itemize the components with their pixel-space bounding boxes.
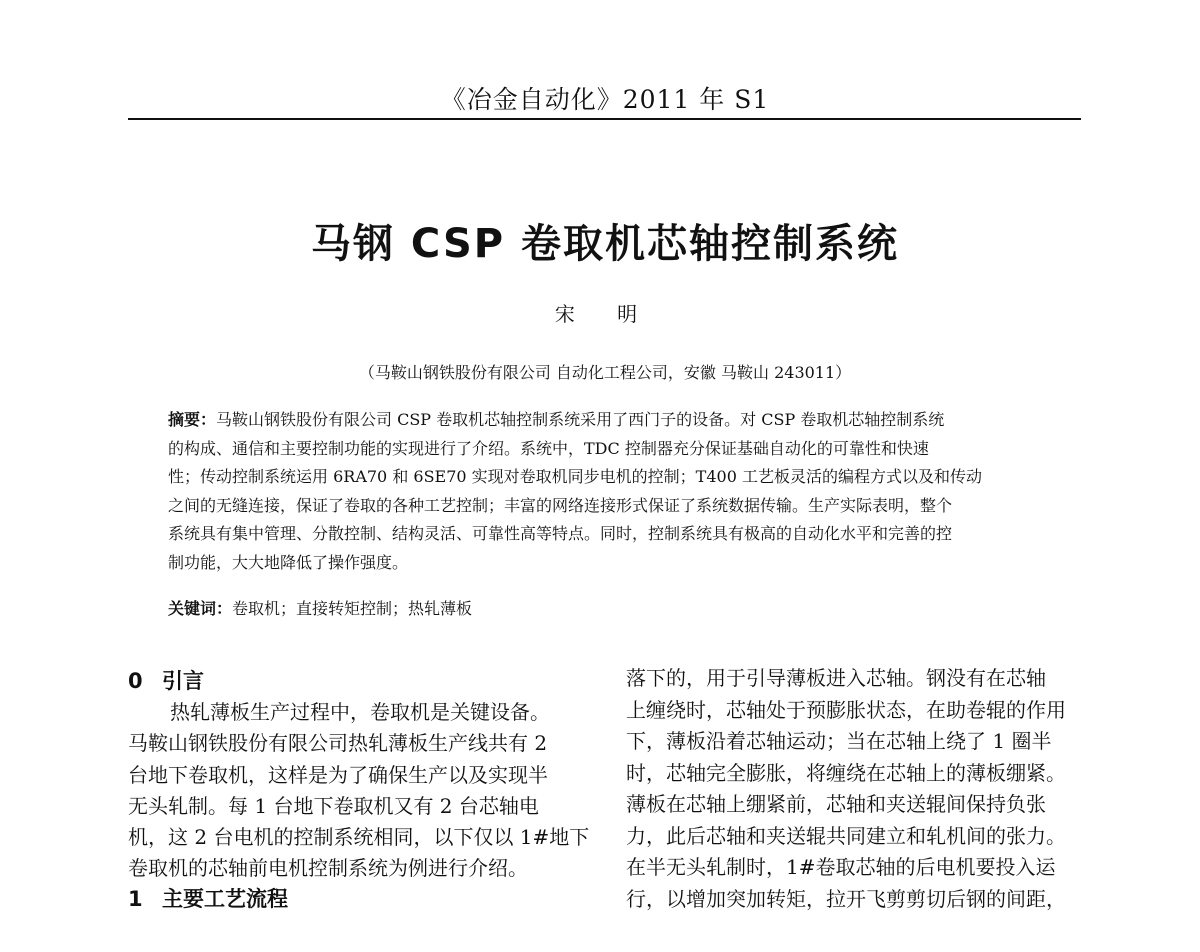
abstract-line-3: 性；传动控制系统运用 6RA70 和 6SE70 实现对卷取机同步电机的控制；T400 工艺板灵活的编程方式以及和传动	[168, 467, 982, 487]
body-line: 薄板在芯轴上绷紧前，芯轴和夹送辊间保持负张	[626, 792, 1046, 816]
abstract-line-6: 制功能，大大地降低了操作强度。	[168, 552, 409, 572]
abstract-line-5: 系统具有集中管理、分散控制、结构灵活、可靠性高等特点。同时，控制系统具有极高的自动化水平和完善的控	[168, 524, 953, 544]
body-line: 在半无头轧制时，1#卷取芯轴的后电机要投入运	[626, 855, 1056, 879]
section-number: 0	[128, 669, 143, 693]
body-line: 时，芯轴完全膨胀，将缠绕在芯轴上的薄板绷紧。	[626, 760, 1066, 785]
body-line: 落下的，用于引导薄板进入芯轴。钢没有在芯轴	[626, 666, 1046, 690]
body-line: 上缠绕时，芯轴处于预膨胀状态，在助卷辊的作用	[626, 697, 1066, 722]
body-line: 下，薄板沿着芯轴运动；当在芯轴上绕了 1 圈半	[626, 729, 1052, 753]
abstract-label: 摘要：	[168, 410, 217, 429]
section-heading-process	[128, 884, 590, 915]
keywords	[168, 596, 1048, 619]
left-column	[128, 666, 590, 916]
author-name: 宋 明	[554, 302, 656, 326]
running-header: 《冶金自动化》2011 年 S1	[440, 85, 770, 114]
body-line: 行，以增加突加转矩，拉开飞剪剪切后钢的间距，	[626, 886, 1066, 911]
section-title: 主要工艺流程	[162, 887, 288, 912]
body-line: 力，此后芯轴和夹送辊共同建立和轧机间的张力。	[626, 823, 1066, 848]
abstract	[168, 406, 1048, 578]
body-line: 卷取机的芯轴前电机控制系统为例进行介绍。	[128, 856, 528, 881]
section-title: 引言	[162, 669, 204, 693]
section-number: 1	[128, 887, 143, 912]
keywords-text: 卷取机；直接转矩控制；热轧薄板	[232, 599, 473, 618]
abstract-line-1: 摘要：马鞍山钢铁股份有限公司 CSP 卷取机芯轴控制系统采用了西门子的设备。对 CSP 卷取机芯轴控制系统	[168, 410, 945, 429]
body-line: 机，这 2 台电机的控制系统相同，以下仅以 1#地下	[128, 825, 590, 850]
body-line: 无头轧制。每 1 台地下卷取机又有 2 台芯轴电	[128, 793, 539, 818]
header-rule	[128, 118, 1081, 120]
body-line: 马鞍山钢铁股份有限公司热轧薄板生产线共有 2	[128, 731, 548, 756]
affiliation: （马鞍山钢铁股份有限公司 自动化工程公司，安徽 马鞍山 243011）	[358, 363, 852, 382]
right-column	[626, 663, 1088, 915]
abstract-line-2: 的构成、通信和主要控制功能的实现进行了介绍。系统中，TDC 控制器充分保证基础自动化的可靠性和快速	[168, 438, 929, 458]
body-line: 台地下卷取机，这样是为了确保生产以及实现半	[128, 762, 548, 787]
abstract-line-4: 之间的无缝连接，保证了卷取的各种工艺控制；丰富的网络连接形式保证了系统数据传输。生产实际表明，整个	[168, 495, 953, 515]
section-heading-introduction	[128, 666, 590, 697]
paper-title: 马钢 CSP 卷取机芯轴控制系统	[310, 221, 900, 267]
body-line: 热轧薄板生产过程中，卷取机是关键设备。	[170, 700, 550, 725]
keywords-label: 关键词：	[168, 599, 233, 618]
